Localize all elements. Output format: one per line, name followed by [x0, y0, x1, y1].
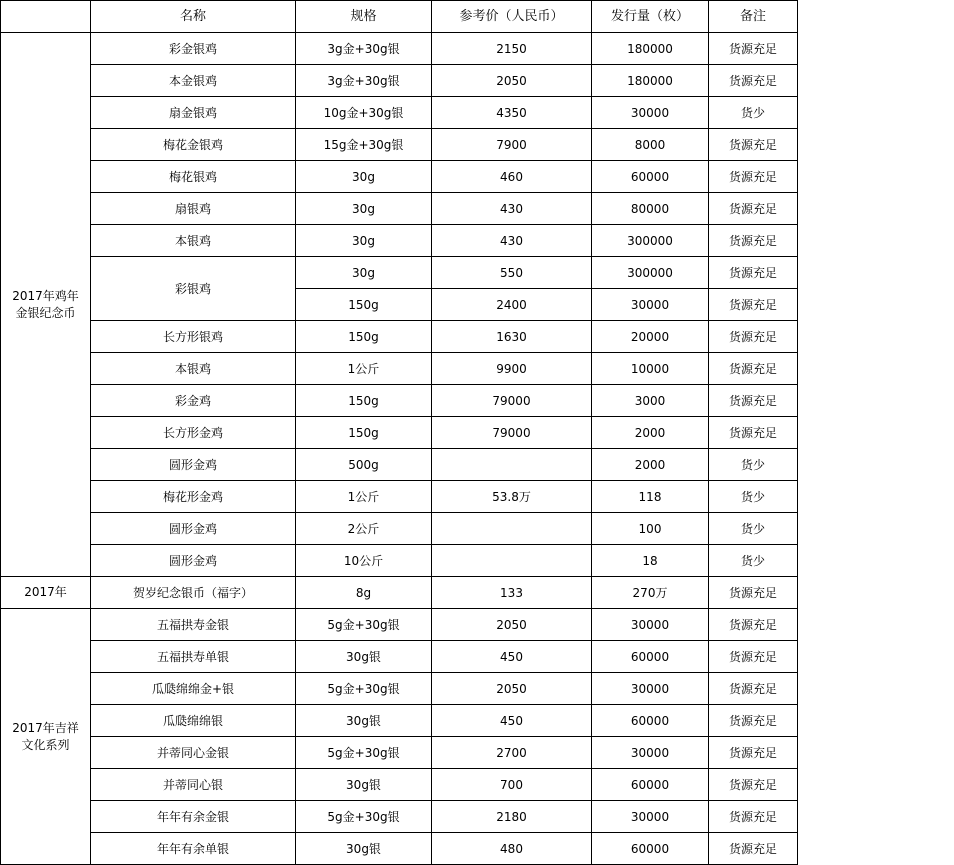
header-spec: 规格 [296, 1, 432, 33]
name-cell: 长方形银鸡 [91, 321, 296, 353]
note-cell: 货少 [709, 481, 798, 513]
spec-cell: 30g银 [296, 705, 432, 737]
issue-cell: 10000 [592, 353, 709, 385]
spec-cell: 150g [296, 289, 432, 321]
name-cell: 梅花金银鸡 [91, 129, 296, 161]
note-cell: 货源充足 [709, 737, 798, 769]
spec-cell: 150g [296, 385, 432, 417]
spec-cell: 500g [296, 449, 432, 481]
note-cell: 货源充足 [709, 257, 798, 289]
category-cell: 2017年鸡年金银纪念币 [1, 33, 91, 577]
price-cell [432, 513, 592, 545]
issue-cell: 2000 [592, 449, 709, 481]
spec-cell: 8g [296, 577, 432, 609]
issue-cell: 100 [592, 513, 709, 545]
table-row [1, 833, 798, 865]
table-row [1, 705, 798, 737]
header-category [1, 1, 91, 33]
price-cell: 430 [432, 225, 592, 257]
issue-cell: 180000 [592, 65, 709, 97]
name-cell: 五福拱寿金银 [91, 609, 296, 641]
note-cell: 货源充足 [709, 833, 798, 865]
price-cell: 700 [432, 769, 592, 801]
spec-cell: 30g [296, 193, 432, 225]
issue-cell: 3000 [592, 385, 709, 417]
name-cell: 长方形金鸡 [91, 417, 296, 449]
note-cell: 货源充足 [709, 609, 798, 641]
name-cell: 贺岁纪念银币（福字） [91, 577, 296, 609]
table-row [1, 641, 798, 673]
price-cell: 480 [432, 833, 592, 865]
table-row [1, 385, 798, 417]
name-cell: 圆形金鸡 [91, 513, 296, 545]
note-cell: 货源充足 [709, 353, 798, 385]
price-cell: 450 [432, 705, 592, 737]
note-cell: 货少 [709, 513, 798, 545]
issue-cell: 30000 [592, 289, 709, 321]
note-cell: 货源充足 [709, 577, 798, 609]
spec-cell: 30g [296, 257, 432, 289]
spec-cell: 1公斤 [296, 353, 432, 385]
spec-cell: 2公斤 [296, 513, 432, 545]
note-cell: 货源充足 [709, 33, 798, 65]
issue-cell: 20000 [592, 321, 709, 353]
price-cell: 2400 [432, 289, 592, 321]
table-row [1, 737, 798, 769]
spec-cell: 30g [296, 225, 432, 257]
price-cell: 53.8万 [432, 481, 592, 513]
spec-cell: 3g金+30g银 [296, 33, 432, 65]
category-cell: 2017年吉祥文化系列 [1, 609, 91, 865]
note-cell: 货源充足 [709, 161, 798, 193]
issue-cell: 60000 [592, 705, 709, 737]
issue-cell: 300000 [592, 257, 709, 289]
spec-cell: 1公斤 [296, 481, 432, 513]
table-row [1, 97, 798, 129]
price-cell: 2050 [432, 609, 592, 641]
spec-cell: 150g [296, 417, 432, 449]
header-name: 名称 [91, 1, 296, 33]
issue-cell: 60000 [592, 769, 709, 801]
price-cell: 2050 [432, 673, 592, 705]
note-cell: 货源充足 [709, 65, 798, 97]
price-cell: 79000 [432, 385, 592, 417]
issue-cell: 80000 [592, 193, 709, 225]
spec-cell: 5g金+30g银 [296, 801, 432, 833]
note-cell: 货源充足 [709, 289, 798, 321]
spec-cell: 5g金+30g银 [296, 737, 432, 769]
table-row [1, 257, 798, 289]
table-row [1, 417, 798, 449]
price-cell: 2700 [432, 737, 592, 769]
issue-cell: 118 [592, 481, 709, 513]
issue-cell: 2000 [592, 417, 709, 449]
price-cell: 1630 [432, 321, 592, 353]
price-cell: 2050 [432, 65, 592, 97]
price-cell: 550 [432, 257, 592, 289]
name-cell: 五福拱寿单银 [91, 641, 296, 673]
name-cell: 年年有余金银 [91, 801, 296, 833]
table-row [1, 545, 798, 577]
name-cell: 彩金鸡 [91, 385, 296, 417]
header-price: 参考价（人民币） [432, 1, 592, 33]
note-cell: 货源充足 [709, 673, 798, 705]
name-cell: 梅花形金鸡 [91, 481, 296, 513]
price-cell: 133 [432, 577, 592, 609]
table-row [1, 353, 798, 385]
price-cell: 450 [432, 641, 592, 673]
table-row [1, 609, 798, 641]
name-cell: 年年有余单银 [91, 833, 296, 865]
table-row [1, 321, 798, 353]
issue-cell: 30000 [592, 801, 709, 833]
table-row [1, 449, 798, 481]
price-cell: 7900 [432, 129, 592, 161]
issue-cell: 30000 [592, 673, 709, 705]
category-cell: 2017年 [1, 577, 91, 609]
spec-cell: 5g金+30g银 [296, 609, 432, 641]
note-cell: 货源充足 [709, 385, 798, 417]
spec-cell: 5g金+30g银 [296, 673, 432, 705]
spec-cell: 3g金+30g银 [296, 65, 432, 97]
name-cell: 扇金银鸡 [91, 97, 296, 129]
issue-cell: 60000 [592, 641, 709, 673]
price-cell: 79000 [432, 417, 592, 449]
note-cell: 货少 [709, 545, 798, 577]
issue-cell: 30000 [592, 97, 709, 129]
table-row [1, 577, 798, 609]
price-cell: 2180 [432, 801, 592, 833]
spec-cell: 150g [296, 321, 432, 353]
table-row [1, 225, 798, 257]
table-row [1, 769, 798, 801]
note-cell: 货源充足 [709, 321, 798, 353]
header-issue: 发行量（枚） [592, 1, 709, 33]
issue-cell: 180000 [592, 33, 709, 65]
table-row [1, 161, 798, 193]
table-row [1, 801, 798, 833]
name-cell: 彩金银鸡 [91, 33, 296, 65]
name-cell: 并蒂同心金银 [91, 737, 296, 769]
note-cell: 货少 [709, 97, 798, 129]
price-cell: 460 [432, 161, 592, 193]
table-row [1, 129, 798, 161]
table-row [1, 33, 798, 65]
note-cell: 货少 [709, 449, 798, 481]
price-cell: 9900 [432, 353, 592, 385]
note-cell: 货源充足 [709, 193, 798, 225]
price-cell [432, 545, 592, 577]
table-row [1, 193, 798, 225]
table-row [1, 673, 798, 705]
spec-cell: 10公斤 [296, 545, 432, 577]
name-cell: 扇银鸡 [91, 193, 296, 225]
spec-cell: 30g银 [296, 641, 432, 673]
name-cell: 本金银鸡 [91, 65, 296, 97]
spec-cell: 30g银 [296, 833, 432, 865]
name-cell: 圆形金鸡 [91, 449, 296, 481]
issue-cell: 30000 [592, 737, 709, 769]
note-cell: 货源充足 [709, 641, 798, 673]
header-note: 备注 [709, 1, 798, 33]
note-cell: 货源充足 [709, 769, 798, 801]
name-cell: 本银鸡 [91, 225, 296, 257]
note-cell: 货源充足 [709, 129, 798, 161]
spec-cell: 10g金+30g银 [296, 97, 432, 129]
price-cell [432, 449, 592, 481]
issue-cell: 18 [592, 545, 709, 577]
name-cell: 并蒂同心银 [91, 769, 296, 801]
name-cell: 本银鸡 [91, 353, 296, 385]
table-row [1, 513, 798, 545]
name-cell: 梅花银鸡 [91, 161, 296, 193]
name-cell: 彩银鸡 [91, 257, 296, 321]
price-cell: 2150 [432, 33, 592, 65]
price-cell: 4350 [432, 97, 592, 129]
name-cell: 瓜瓞绵绵银 [91, 705, 296, 737]
issue-cell: 60000 [592, 833, 709, 865]
spec-cell: 30g [296, 161, 432, 193]
table-row [1, 481, 798, 513]
issue-cell: 300000 [592, 225, 709, 257]
issue-cell: 60000 [592, 161, 709, 193]
note-cell: 货源充足 [709, 801, 798, 833]
spec-cell: 30g银 [296, 769, 432, 801]
table-row [1, 65, 798, 97]
note-cell: 货源充足 [709, 705, 798, 737]
header-row [1, 1, 798, 33]
name-cell: 瓜瓞绵绵金+银 [91, 673, 296, 705]
issue-cell: 270万 [592, 577, 709, 609]
note-cell: 货源充足 [709, 225, 798, 257]
note-cell: 货源充足 [709, 417, 798, 449]
price-cell: 430 [432, 193, 592, 225]
name-cell: 圆形金鸡 [91, 545, 296, 577]
issue-cell: 8000 [592, 129, 709, 161]
issue-cell: 30000 [592, 609, 709, 641]
spec-cell: 15g金+30g银 [296, 129, 432, 161]
